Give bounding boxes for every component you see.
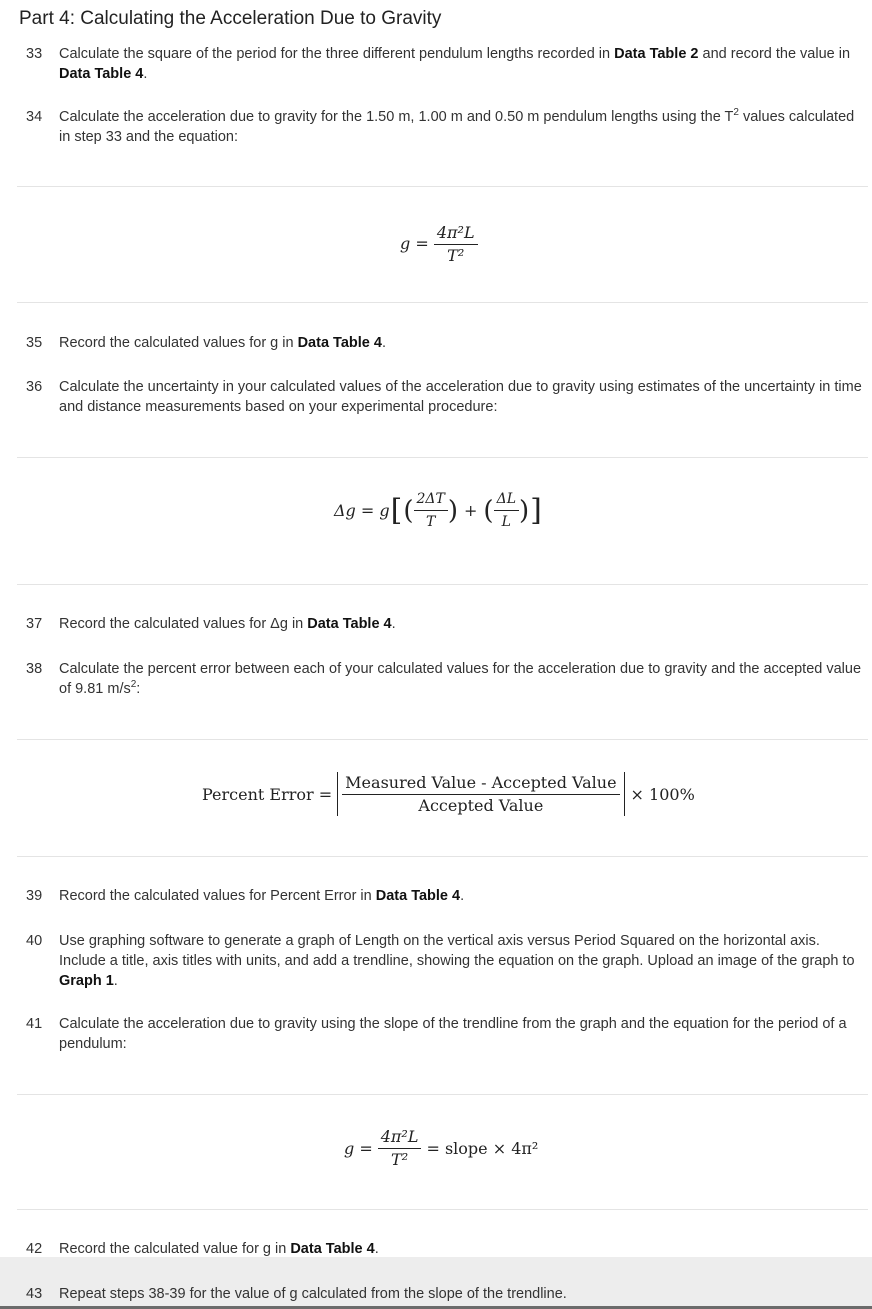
- step-43: 43 Repeat steps 38-39 for the value of g calculated from the slope of the trendline.: [26, 1286, 567, 1302]
- step-number: 40: [26, 933, 43, 949]
- step-41: 41 Calculate the acceleration due to gravity using the slope of the trendline from the graph and the equation for the period of a pendulum:: [26, 1016, 847, 1052]
- step-37: 37 Record the calculated values for Δg in Data Table 4.: [26, 616, 396, 632]
- step-number: 33: [26, 46, 43, 62]
- step-number: 38: [26, 661, 43, 677]
- equation-percent-error: Percent Error = $\frac{\text{Measured Value - Accepted Value}}{\text{Accepted Value}}$ × 100%: [202, 772, 695, 815]
- divider: [17, 186, 868, 187]
- step-40: 40 Use graphing software to generate a graph of Length on the vertical axis versus Period Squared on the horizontal axis. Include a title, axis titles with units, and add a trendline, showing the equation on the graph. Upload an image of the graph to Graph 1.: [26, 933, 855, 989]
- divider: [17, 584, 868, 585]
- step-number: 35: [26, 335, 43, 351]
- step-number: 37: [26, 616, 43, 632]
- equation-uncertainty: Δg = g [ ( $\frac{2\Delta T}{T}$ ) + ( $\frac{\Delta L}{L}$ ) ]: [334, 491, 542, 530]
- divider: [17, 1209, 868, 1210]
- step-39: 39 Record the calculated values for Percent Error in Data Table 4.: [26, 888, 465, 904]
- divider: [17, 856, 868, 857]
- page-title: Part 4: Calculating the Acceleration Due to Gravity: [19, 8, 442, 29]
- divider: [17, 1094, 868, 1095]
- step-42: 42 Record the calculated value for g in Data Table 4.: [26, 1241, 379, 1257]
- step-number: 42: [26, 1241, 43, 1257]
- equation-slope: g = $\frac{\text{4π²L}}{\text{T²}}$ = slope × 4π²: [344, 1127, 539, 1169]
- step-number: 41: [26, 1016, 43, 1032]
- step-number: 43: [26, 1286, 43, 1302]
- step-number: 39: [26, 888, 43, 904]
- divider: [17, 739, 868, 740]
- step-number: 36: [26, 379, 43, 395]
- step-36: 36 Calculate the uncertainty in your calculated values of the acceleration due to gravity using estimates of the uncertainty in time and distance measurements based on your experimental procedure:: [26, 379, 862, 415]
- equation-gravity: g = $\frac{\text{4π²L}}{\text{T²}}$: [400, 224, 478, 265]
- step-33: 33 Calculate the square of the period for the three different pendulum lengths recorded in Data Table 2 and record the value in Data Table 4.: [26, 46, 851, 82]
- step-number: 34: [26, 109, 43, 125]
- step-34: 34 Calculate the acceleration due to gravity for the 1.50 m, 1.00 m and 0.50 m pendulum lengths using the $T^2$ values calculated in step 33 and the equation:: [26, 107, 855, 145]
- divider: [17, 457, 868, 458]
- step-38: 38 Calculate the percent error between each of your calculated values for the acceleration due to gravity and the accepted value of 9.81 $m/s^2$:: [26, 661, 862, 697]
- step-35: 35 Record the calculated values for g in Data Table 4.: [26, 335, 386, 351]
- divider: [17, 302, 868, 303]
